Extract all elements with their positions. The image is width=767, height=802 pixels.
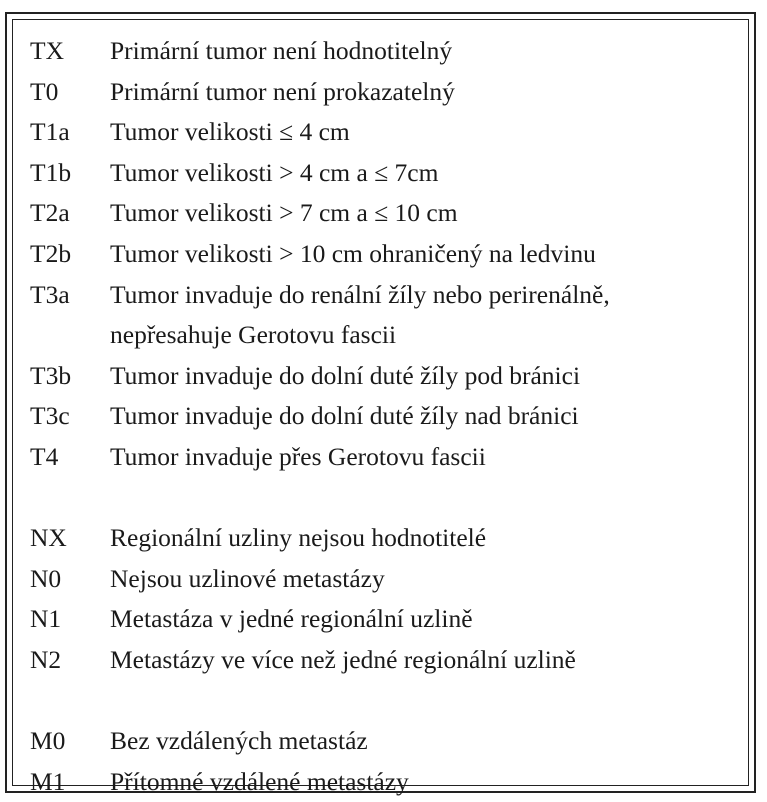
row-code: T3a <box>30 279 70 309</box>
row-description: Nejsou uzlinové metastázy <box>110 563 385 593</box>
section-spacer <box>30 681 738 722</box>
table-row <box>30 518 738 559</box>
row-description: Tumor invaduje přes Gerotovu fascii <box>110 441 486 471</box>
section-spacer <box>30 478 738 519</box>
row-code: T3b <box>30 360 72 390</box>
row-description: Tumor invaduje do renální žíly nebo perirenálně, <box>110 279 610 309</box>
table-row <box>30 437 738 478</box>
row-description: Metastáza v jedné regionální uzlině <box>110 604 473 634</box>
table-row <box>30 234 738 275</box>
table-row <box>30 356 738 397</box>
row-code: T1b <box>30 157 72 187</box>
row-code: T0 <box>30 76 59 106</box>
table-row <box>30 153 738 194</box>
table-outer-border <box>5 12 756 796</box>
table-row <box>30 640 738 681</box>
row-description: Primární tumor není prokazatelný <box>110 76 455 106</box>
row-description: Tumor velikosti ≤ 4 cm <box>110 117 350 147</box>
row-description: Tumor velikosti > 4 cm a ≤ 7cm <box>110 157 439 187</box>
table-row <box>30 193 738 234</box>
row-code: T2b <box>30 238 72 268</box>
row-description: Přítomné vzdálené metastázy <box>110 766 409 796</box>
row-description: Tumor invaduje do dolní duté žíly nad bránici <box>110 401 579 431</box>
row-description: Tumor velikosti > 7 cm a ≤ 10 cm <box>110 198 458 228</box>
table-row <box>30 721 738 762</box>
row-description: Tumor velikosti > 10 cm ohraničený na ledvinu <box>110 238 596 268</box>
table-row <box>30 762 738 802</box>
table-row <box>30 112 738 153</box>
row-code: T4 <box>30 441 59 471</box>
table-row <box>30 396 738 437</box>
row-description: nepřesahuje Gerotovu fascii <box>110 320 397 350</box>
table-row <box>30 72 738 113</box>
row-description: Regionální uzliny nejsou hodnotitelé <box>110 523 487 553</box>
row-code: TX <box>30 36 64 65</box>
row-code: T3c <box>30 401 70 431</box>
table-row <box>30 599 738 640</box>
row-code: M0 <box>30 726 66 756</box>
row-code: T2a <box>30 198 70 228</box>
table-row-continuation <box>30 315 738 356</box>
tnm-classification-list <box>30 31 738 802</box>
table-row <box>30 31 738 72</box>
table-row <box>30 559 738 600</box>
row-description: Metastázy ve více než jedné regionální uzlině <box>110 644 576 674</box>
row-code: T1a <box>30 117 70 147</box>
row-code: N0 <box>30 563 62 593</box>
row-description: Bez vzdálených metastáz <box>110 726 368 756</box>
row-description: Tumor invaduje do dolní duté žíly pod bránici <box>110 360 581 390</box>
table-row <box>30 275 738 316</box>
row-code: N1 <box>30 604 62 634</box>
row-code: N2 <box>30 644 62 674</box>
row-description: Primární tumor není hodnotitelný <box>110 36 453 65</box>
table-inner-border <box>12 19 749 796</box>
row-code: NX <box>30 523 67 553</box>
row-code: M1 <box>30 766 66 796</box>
